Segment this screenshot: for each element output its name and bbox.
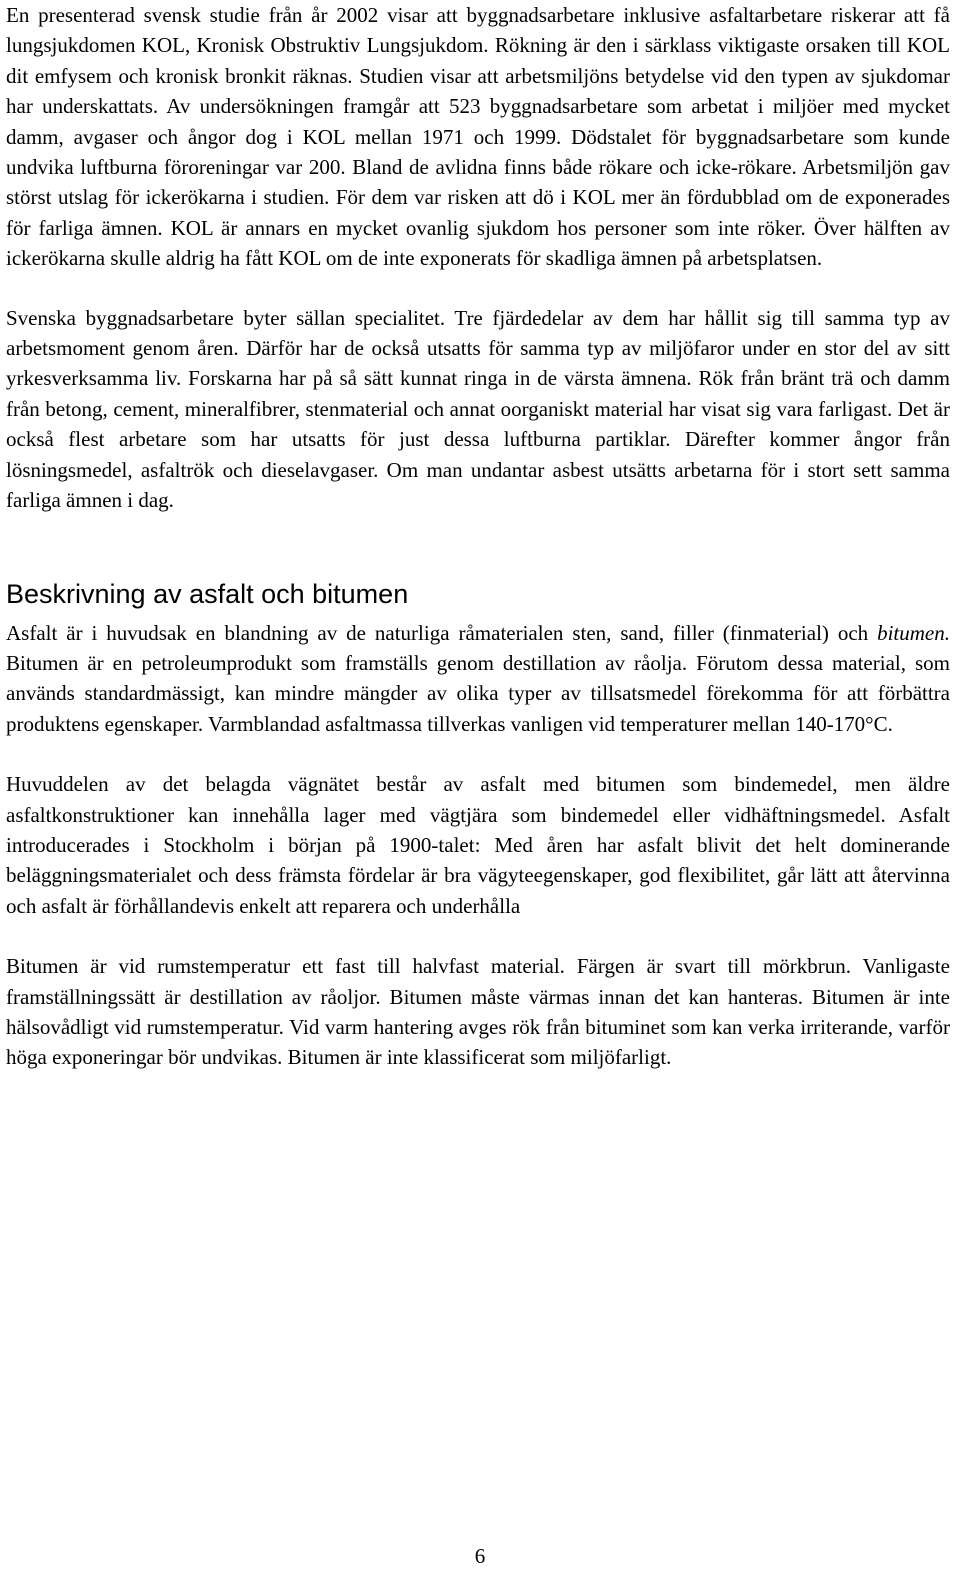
paragraph-bitumen-properties: Bitumen är vid rumstemperatur ett fast till halvfast material. Färgen är svart till mörkbrun. Vanligaste framställningssätt är destillation av råoljor. Bitumen måste värmas innan det kan hanteras. Bitumen är inte hälsovådligt vid rumstemperatur. Vid varm hantering avges rök från bituminet som kan verka irriterande, varför höga exponeringar bör undvikas. Bitumen är inte klassificerat som miljöfarligt. <box>6 954 950 1070</box>
paragraph-asphalt-description <box>6 618 950 740</box>
paragraph-text-end: Bitumen är en petroleumprodukt som framställs genom destillation av råolja. Förutom dessa material, som används standardmässigt, kan mindre mängder av olika typer av tillsatsmedel förekomma för att förbättra produktens egenskaper. Varmblandad asfaltmassa tillverkas vanligen vid temperaturer mellan 140-170°C. <box>6 650 950 736</box>
page-number: 6 <box>474 1544 486 1568</box>
paragraph-construction-workers: Svenska byggnadsarbetare byter sällan specialitet. Tre fjärdedelar av dem har hållit sig till samma typ av arbetsmoment genom åren. Därför har de också utsatts för samma typ av miljöfaror under en stor del av sitt yrkesverksamma liv. Forskarna har på så sätt kunnat ringa in de värsta ämnena. Rök från bränt trä och damm från betong, cement, mineralfibrer, stenmaterial och annat oorganiskt material har visat sig vara farligast. Det är också flest arbetare som har utsatts för just dessa luftburna partiklar. Därefter kommer ångor från lösningsmedel, asfaltrök och dieselavgaser. Om man undantar asbest utsätts arbetarna för i stort sett samma farliga ämnen i dag. <box>6 305 950 513</box>
paragraph-road-network: Huvuddelen av det belagda vägnätet består av asfalt med bitumen som bindemedel, men äldre asfaltkonstruktioner kan innehålla lager med vägtjära som bindemedel eller vidhäftningsmedel. Asfalt introducerades i Stockholm i början på 1900-talet: Med åren har asfalt blivit det helt dominerande beläggningsmaterialet och dess främsta fördelar är bra vägyteegenskaper, god flexibilitet, går lätt att återvinna och asfalt är förhållandevis enkelt att reparera och underhålla <box>6 772 950 918</box>
paragraph-kol-study: En presenterad svensk studie från år 2002 visar att byggnadsarbetare inklusive asfaltarbetare riskerar att få lungsjukdomen KOL, Kronisk Obstruktiv Lungsjukdom. Rökning är den i särklass viktigaste orsaken till KOL dit emfysem och kronisk bronkit räknas. Studien visar att arbetsmiljöns betydelse vid den typen av sjukdomar har underskattats. Av undersökningen framgår att 523 byggnadsarbetare som arbetat i miljöer med mycket damm, avgaser och ångor dog i KOL mellan 1971 och 1999. Dödstalet för byggnadsarbetare som kunde undvika luftburna föroreningar var 200. Bland de avlidna finns både rökare och icke-rökare. Arbetsmiljön gav störst utslag för ickerökarna i studien. För dem var risken att dö i KOL mer än fördubblad om de exponerades för farliga ämnen. KOL är annars en mycket ovanlig sjukdom hos personer som inte röker. Över hälften av ickerökarna skulle aldrig ha fått KOL om de inte exponerats för skadliga ämnen på arbetsplatsen. <box>6 3 950 271</box>
section-heading: Beskrivning av asfalt och bitumen <box>6 578 409 609</box>
document-page <box>6 0 950 1073</box>
emphasis-bitumen: bitumen. <box>877 620 950 645</box>
paragraph-text-start: Asfalt är i huvudsak en blandning av de naturliga råmaterialen sten, sand, filler (finmaterial) och <box>6 620 878 645</box>
